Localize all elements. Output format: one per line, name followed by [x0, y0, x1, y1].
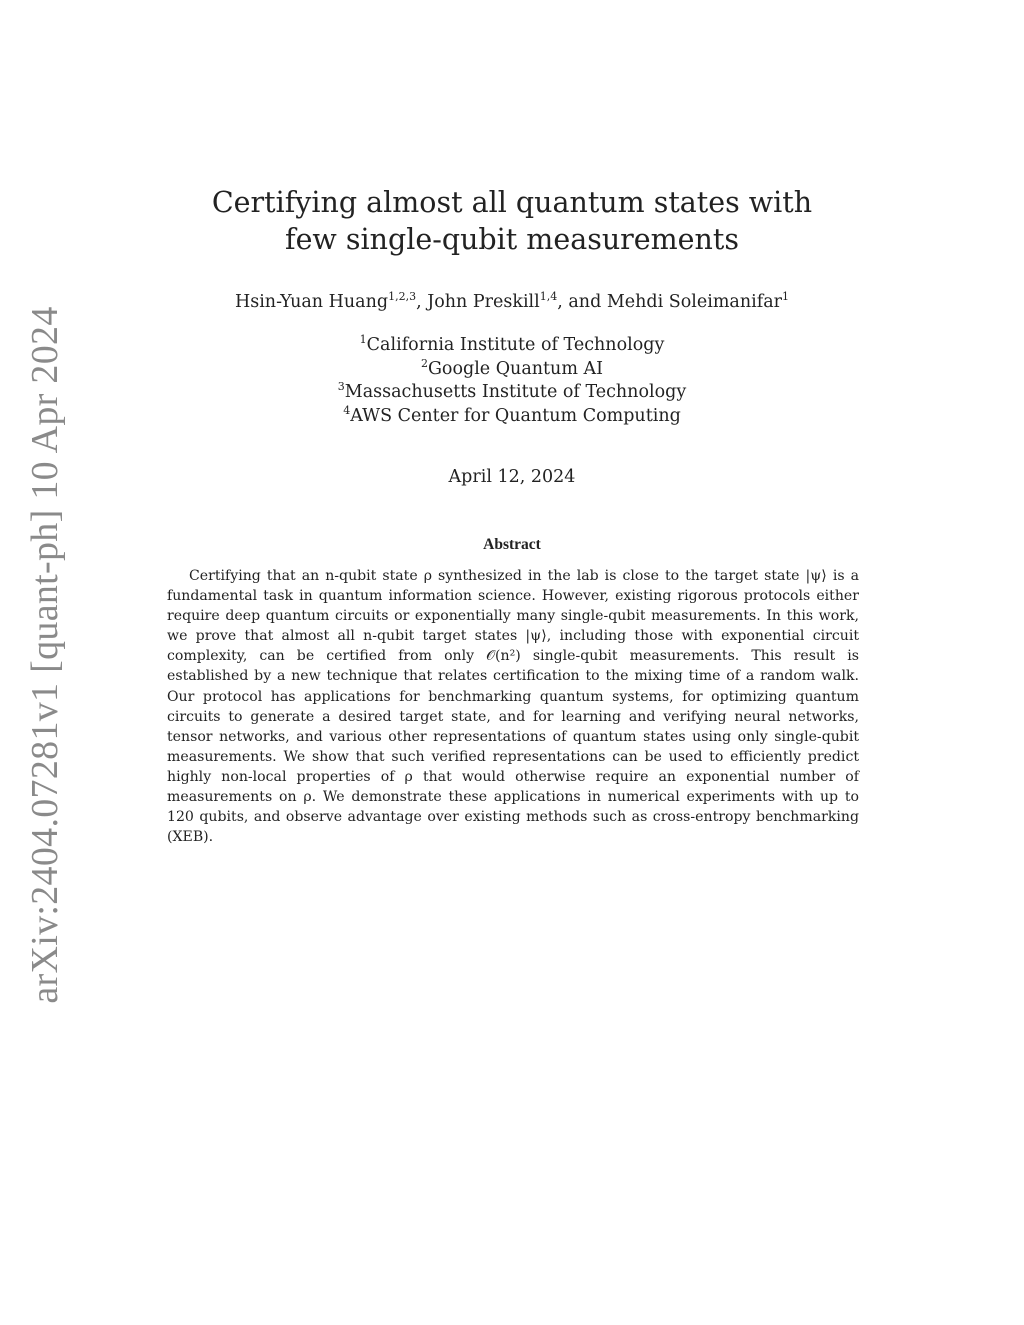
title-line-2: few single-qubit measurements: [285, 223, 739, 256]
author-name: John Preskill: [427, 292, 540, 312]
title-line-1: Certifying almost all quantum states with: [211, 186, 813, 219]
affiliation-item: [0, 358, 1024, 382]
affiliation-item: [0, 381, 1024, 405]
abstract-text: Certifying that an n-qubit state ρ synthesized in the lab is close to the target state |ψ⟩ is a fundamental task in quantum information science. However, existing rigorous protocols either require deep quantum circuits or exponentially many single-qubit measurements. In this work, we prove that almost all n-qubit target states |ψ⟩, including those with exponential circuit complexity, can be certified from only 𝒪(n²) single-qubit measurements. This result is established by a new technique that relates certification to the mixing time of a random walk. Our protocol has applications for benchmarking quantum systems, for optimizing quantum circuits to generate a desired target state, and for learning and verifying neural networks, tensor networks, and various other representations of quantum states using only single-qubit measurements. We show that such verified representations can be used to efficiently predict highly non-local properties of ρ that would otherwise require an exponential number of measurements on ρ. We demonstrate these applications in numerical experiments with up to 120 qubits, and observe advantage over existing methods such as cross-entropy benchmarking (XEB).: [167, 568, 859, 846]
paper-title: [0, 184, 1024, 258]
affiliation-marker: 1: [359, 333, 367, 346]
affiliation-name: Massachusetts Institute of Technology: [344, 382, 687, 402]
affiliation-marker: 2: [420, 356, 428, 370]
author-separator: , and: [557, 292, 607, 312]
author-separator: ,: [416, 292, 428, 312]
affiliation-item: [0, 405, 1024, 429]
publication-date: April 12, 2024: [448, 467, 576, 487]
author-list: [0, 290, 1024, 314]
arxiv-identifier-stamp: arXiv:2404.07281v1 [quant-ph] 10 Apr 2024: [24, 306, 66, 1004]
affiliation-item: [0, 334, 1024, 358]
affiliation-name: California Institute of Technology: [366, 335, 665, 355]
affiliation-marker: 3: [337, 380, 345, 393]
author-affiliation-marker: 1,4: [539, 290, 558, 303]
abstract-heading: Abstract: [483, 536, 541, 553]
author-name: Hsin-Yuan Huang: [234, 292, 389, 312]
affiliation-name: AWS Center for Quantum Computing: [350, 405, 681, 426]
affiliation-name: Google Quantum AI: [427, 358, 604, 379]
author-name: Mehdi Soleimanifar: [606, 292, 783, 312]
author-affiliation-marker: 1,2,3: [388, 290, 417, 303]
affiliation-list: [0, 334, 1024, 428]
author-affiliation-marker: 1: [782, 290, 790, 303]
affiliation-marker: 4: [343, 403, 351, 417]
